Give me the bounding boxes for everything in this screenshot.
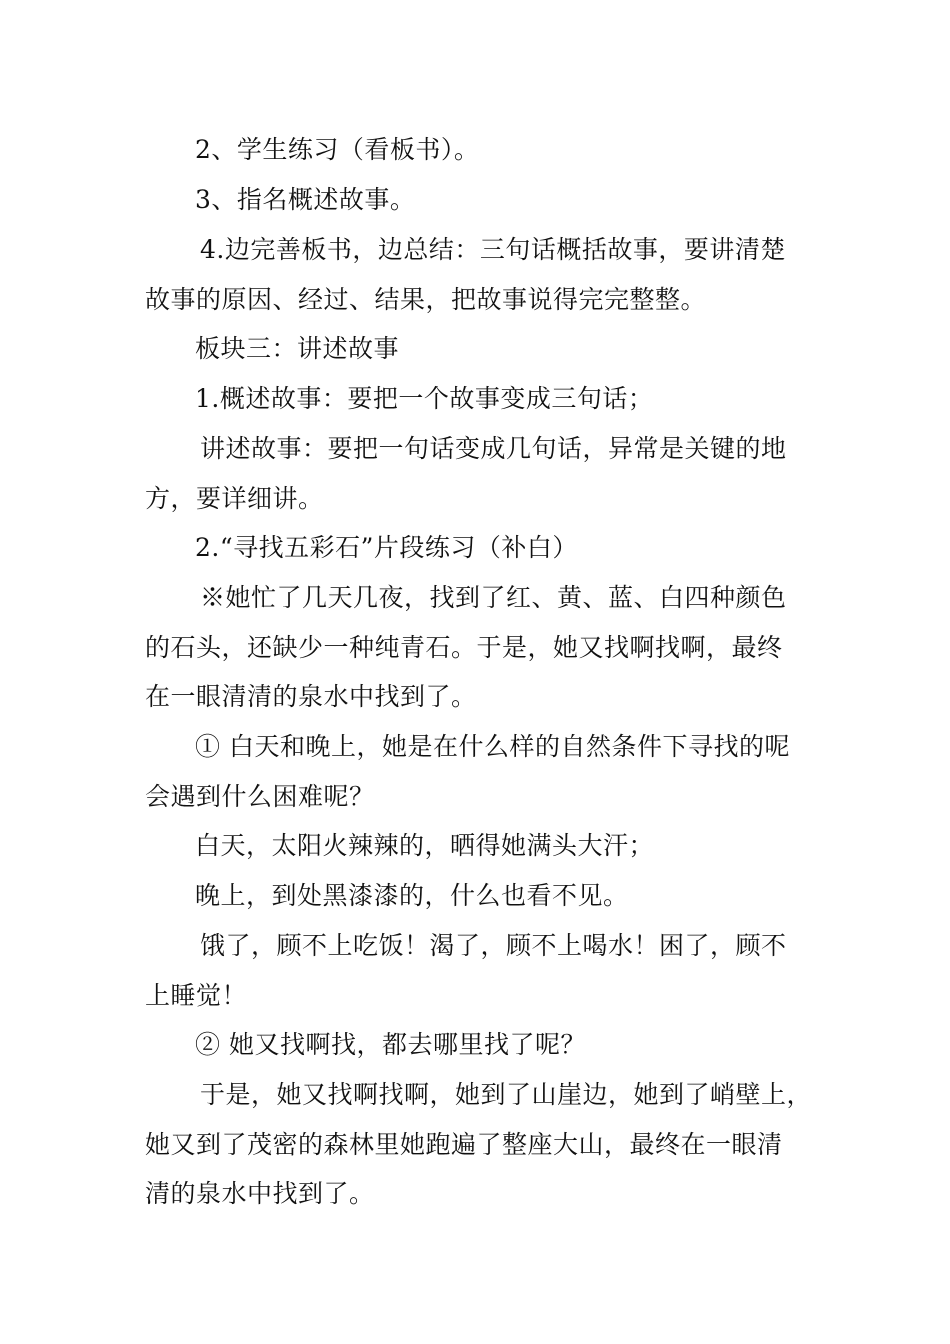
paragraph-line: ② 她又找啊找，都去哪里找了呢？ — [195, 1030, 586, 1059]
paragraph-line: 在一眼清清的泉水中找到了。 — [145, 682, 477, 711]
paragraph-line: 方，要详细讲。 — [145, 484, 324, 513]
paragraph-line: 4.边完善板书，边总结：三句话概括故事，要讲清楚 — [200, 235, 786, 264]
paragraph-line: 白天，太阳火辣辣的，晒得她满头大汗； — [195, 831, 655, 860]
paragraph-line: 的石头，还缺少一种纯青石。于是，她又找啊找啊，最终 — [145, 633, 783, 662]
paragraph-line: 3、指名概述故事。 — [195, 185, 416, 214]
paragraph-line: 2.“寻找五彩石”片段练习（补白） — [195, 533, 578, 562]
paragraph-line: ※她忙了几天几夜，找到了红、黄、蓝、白四种颜色 — [200, 583, 787, 612]
paragraph-line: 于是，她又找啊找啊，她到了山崖边，她到了峭壁上， — [200, 1080, 813, 1109]
paragraph-line: ① 白天和晚上，她是在什么样的自然条件下寻找的呢 — [195, 732, 790, 761]
paragraph-line: 上睡觉！ — [145, 981, 248, 1010]
paragraph-line: 1.概述故事：要把一个故事变成三句话； — [195, 384, 654, 413]
paragraph-line: 她又到了茂密的森林里她跑遍了整座大山，最终在一眼清 — [145, 1130, 783, 1159]
paragraph-line: 故事的原因、经过、结果，把故事说得完完整整。 — [145, 285, 707, 314]
paragraph-line: 会遇到什么困难呢？ — [145, 782, 375, 811]
paragraph-line: 饿了，顾不上吃饭！渴了，顾不上喝水！困了，顾不 — [200, 931, 787, 960]
paragraph-line: 2、学生练习（看板书）。 — [195, 135, 480, 164]
paragraph-line: 晚上，到处黑漆漆的，什么也看不见。 — [195, 881, 629, 910]
paragraph-line: 清的泉水中找到了。 — [145, 1179, 375, 1208]
section-heading: 板块三：讲述故事 — [195, 334, 400, 363]
paragraph-line: 讲述故事：要把一句话变成几句话，异常是关键的地 — [200, 434, 787, 463]
